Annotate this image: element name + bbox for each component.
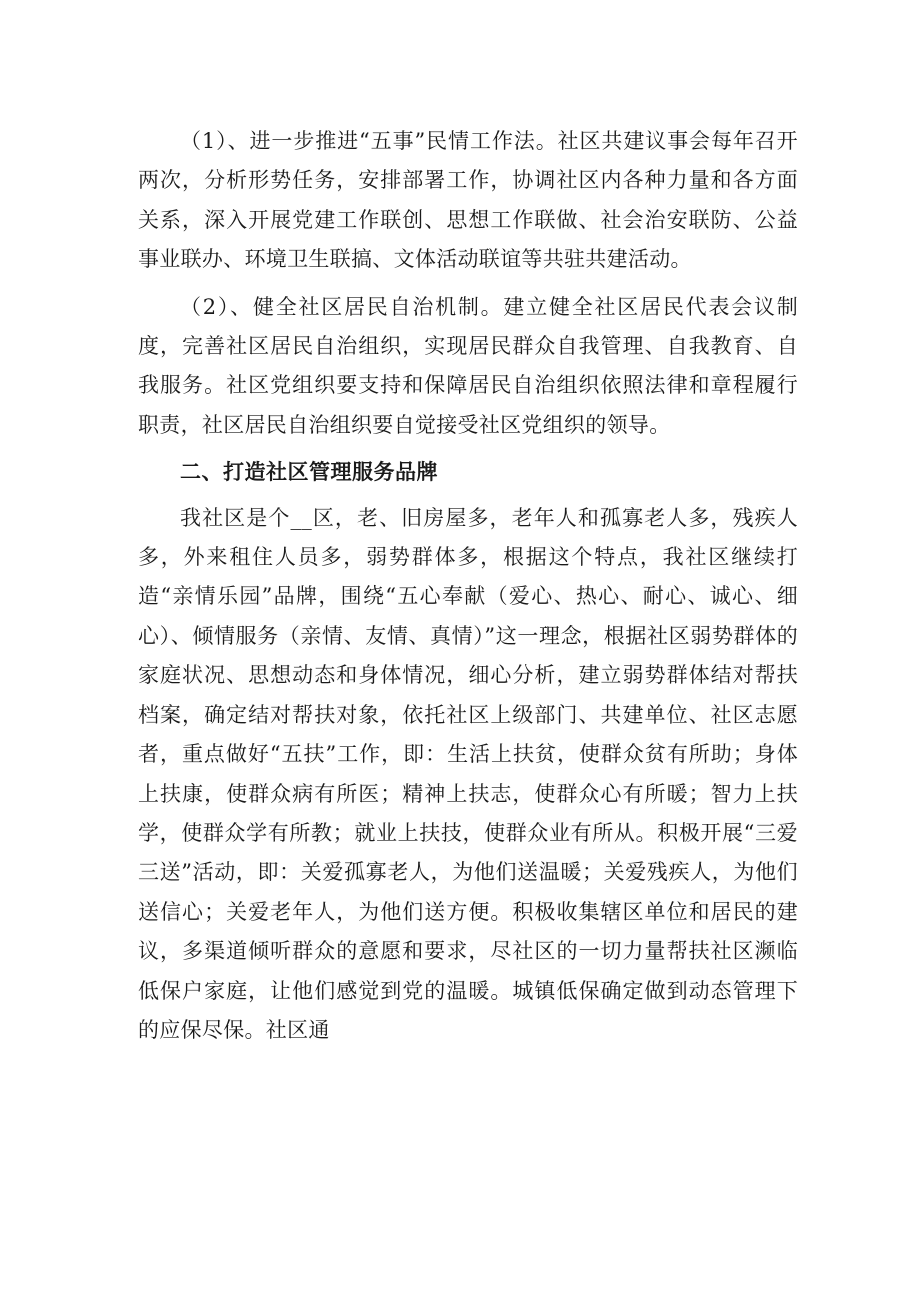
- paragraph-2: （2）、健全社区居民自治机制。建立健全社区居民代表会议制度，完善社区居民自治组织，实现居民群众自我管理、自我教育、自我服务。社区党组织要支持和保障居民自治组织依照法律和章程履行职责，社区居民自治组织要自觉接受社区党组织的领导。: [138, 294, 798, 437]
- paragraph-1: （1）、进一步推进“五事”民情工作法。社区共建议事会每年召开两次，分析形势任务，安排部署工作，协调社区内各种力量和各方面关系，深入开展党建工作联创、思想工作联做、社会治安联防、公益事业联办、环境卫生联搞、文体活动联谊等共驻共建活动。: [138, 129, 798, 272]
- section-heading: 二、打造社区管理服务品牌: [180, 460, 438, 485]
- section-paragraph: 我社区是个__区，老、旧房屋多，老年人和孤寡老人多，残疾人多，外来租住人员多，弱势群体多，根据这个特点，我社区继续打造“亲情乐园”品牌，围绕“五心奉献（爱心、热心、耐心、诚心、细心）、倾情服务（亲情、友情、真情）”这一理念，根据社区弱势群体的家庭状况、思想动态和身体情况，细心分析，建立弱势群体结对帮扶档案，确定结对帮扶对象，依托社区上级部门、共建单位、社区志愿者，重点做好“五扶”工作，即：生活上扶贫，使群众贫有所助；身体上扶康，使群众病有所医；精神上扶志，使群众心有所暖；智力上扶学，使群众学有所教；就业上扶技，使群众业有所从。积极开展“三爱三送”活动，即：关爱孤寡老人，为他们送温暖；关爱残疾人，为他们送信心；关爱老年人，为他们送方便。积极收集辖区单位和居民的建议，多渠道倾听群众的意愿和要求，尽社区的一切力量帮扶社区濒临低保户家庭，让他们感觉到党的温暖。城镇低保确定做到动态管理下的应保尽保。社区通: [138, 505, 798, 1042]
- document-page: [138, 122, 798, 1050]
